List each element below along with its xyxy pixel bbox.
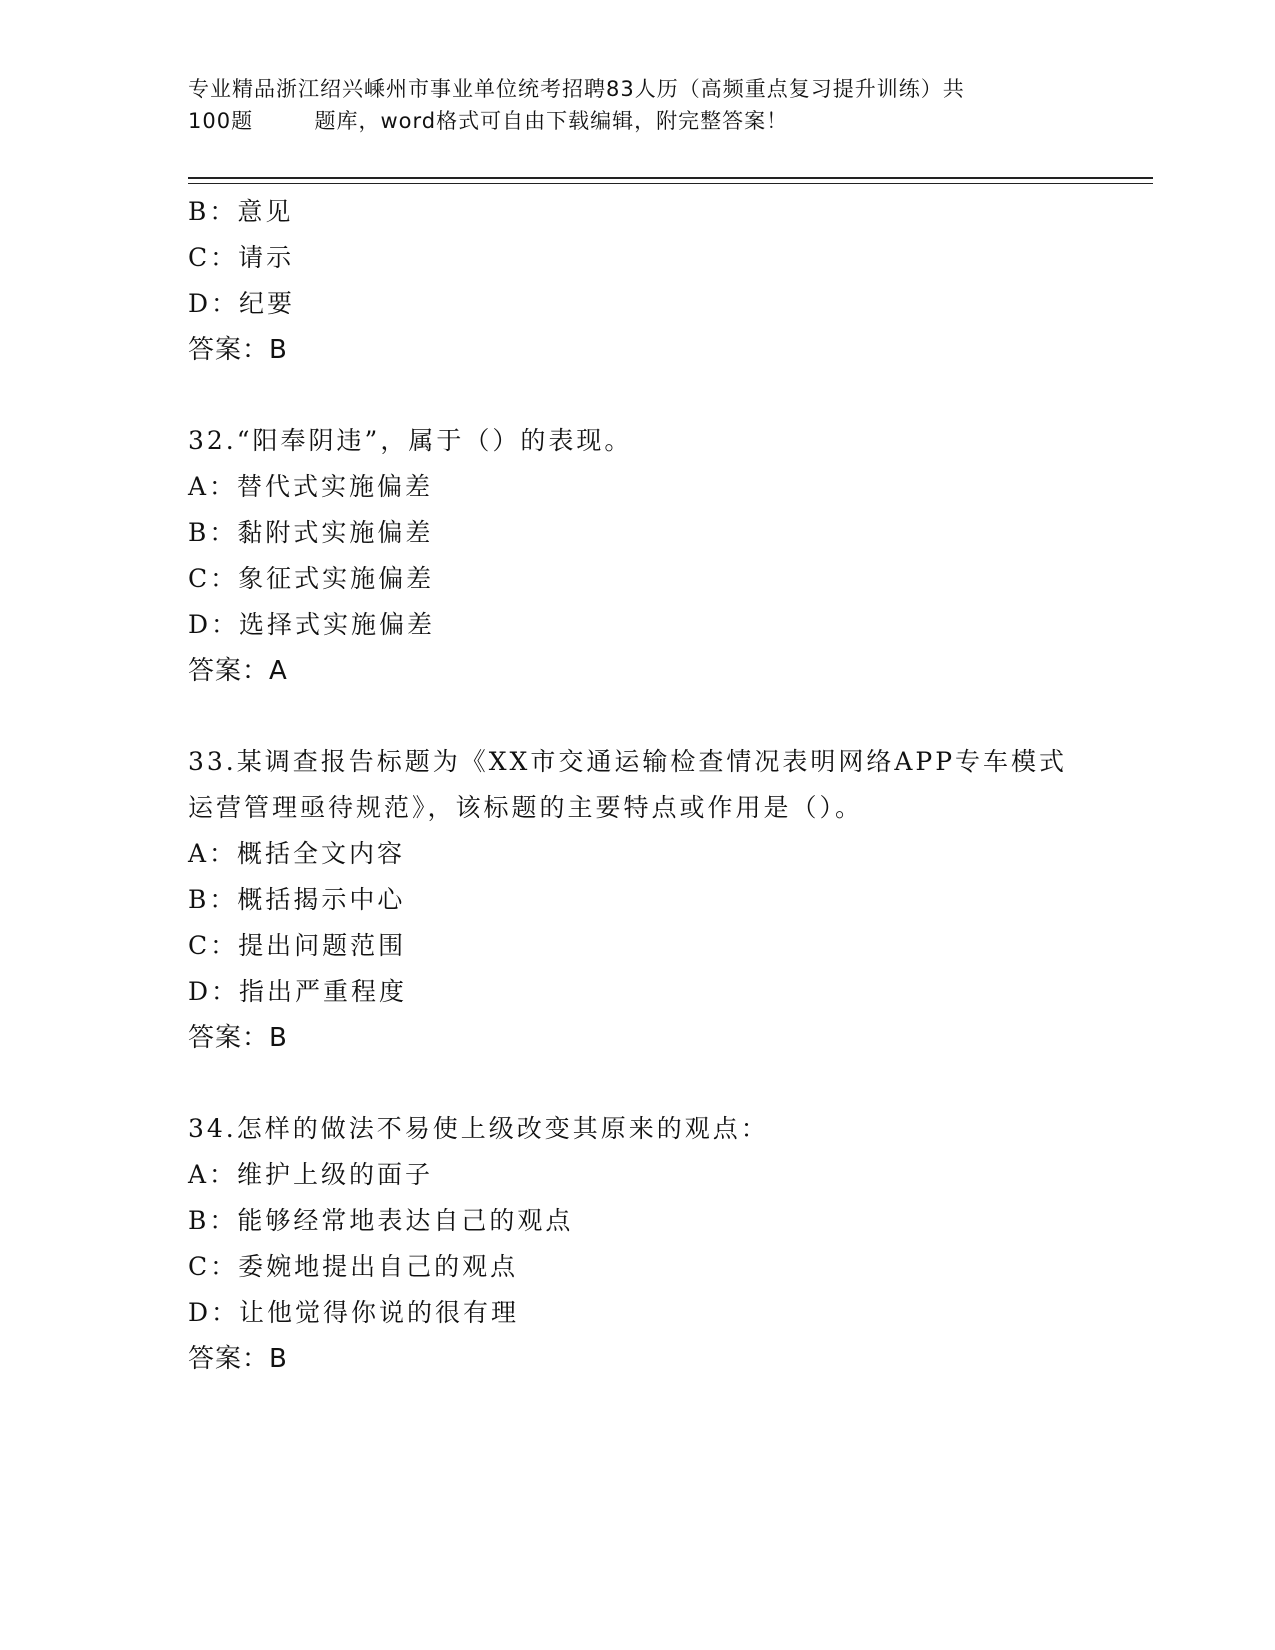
answer: 答案：B: [188, 1023, 288, 1053]
option-d: D：纪要: [188, 289, 296, 318]
question-stem: 32.“阳奉阴违”，属于（）的表现。: [188, 426, 633, 455]
option-a: A：替代式实施偏差: [188, 472, 434, 501]
option-d: D：指出严重程度: [188, 977, 408, 1006]
question-stem: 34.怎样的做法不易使上级改变其原来的观点：: [188, 1114, 769, 1143]
question-33: [188, 739, 1108, 1061]
option-b: B：能够经常地表达自己的观点: [188, 1206, 574, 1235]
answer: 答案：B: [188, 1344, 288, 1374]
option-c: C：请示: [188, 243, 295, 272]
document-header: [188, 73, 1088, 137]
option-a: A：维护上级的面子: [188, 1160, 434, 1189]
question-34: [188, 1106, 1108, 1382]
header-rule-thin: [188, 183, 1153, 184]
option-b: B：黏附式实施偏差: [188, 518, 434, 547]
question-stem-line-2: 运营管理亟待规范》，该标题的主要特点或作用是（）。: [188, 793, 864, 822]
answer: 答案：A: [188, 656, 288, 686]
header-title-line-1: 专业精品浙江绍兴嵊州市事业单位统考招聘83人历（高频重点复习提升训练）共: [188, 77, 965, 101]
option-c: C：提出问题范围: [188, 931, 407, 960]
question-31-continued: [188, 189, 1108, 373]
option-b: B：意见: [188, 197, 294, 226]
question-stem-line-1: 33.某调查报告标题为《XX市交通运输检查情况表明网络APP专车模式: [188, 747, 1068, 776]
header-title-line-2: 100题 题库，word格式可自由下载编辑，附完整答案！: [188, 109, 789, 133]
option-c: C：象征式实施偏差: [188, 564, 435, 593]
header-rule-thick: [188, 177, 1153, 179]
option-a: A：概括全文内容: [188, 839, 406, 868]
option-b: B：概括揭示中心: [188, 885, 406, 914]
option-d: D：选择式实施偏差: [188, 610, 436, 639]
option-d: D：让他觉得你说的很有理: [188, 1298, 520, 1327]
answer: 答案：B: [188, 335, 288, 365]
question-32: [188, 418, 1108, 694]
option-c: C：委婉地提出自己的观点: [188, 1252, 519, 1281]
question-list: [188, 189, 1108, 1382]
